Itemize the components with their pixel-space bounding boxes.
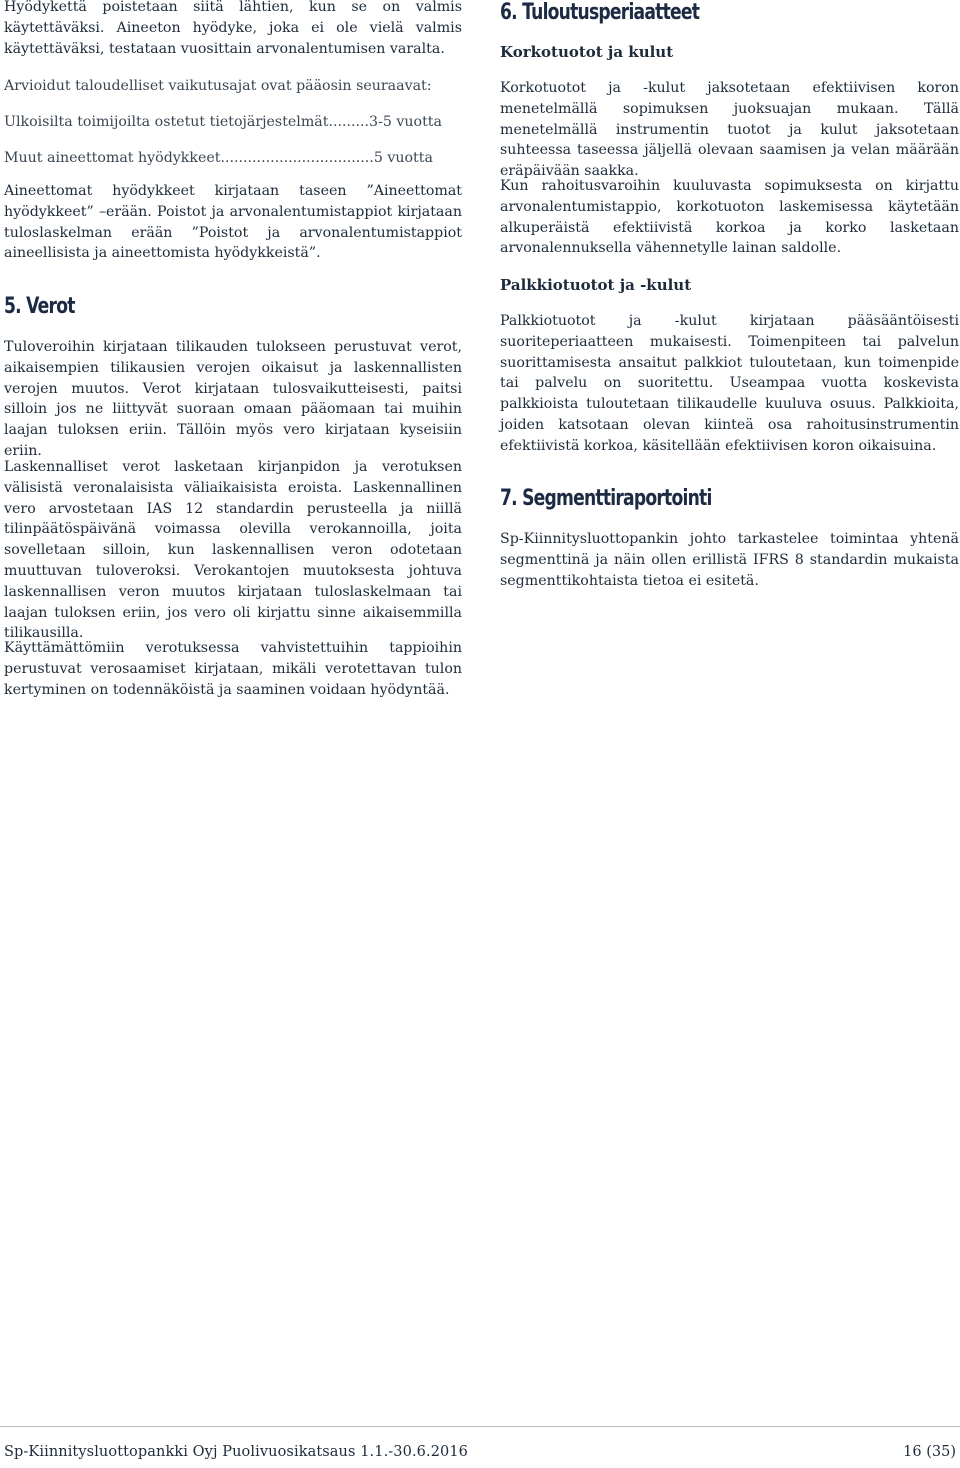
recording-paragraph: Aineettomat hyödykkeet kirjataan taseen ”Aineettomat hyödykkeet” –erään. Poistot ja arvonalentumistappiot kirjataan tuloslaskelman erään ”Poistot ja arvonalentumistappiot aineellisista ja aineettomista hyödykkeistä”. (4, 183, 462, 262)
section-6-heading: 6. Tuloutusperiaatteet (500, 0, 700, 25)
page-number: 16 (35) (903, 1444, 956, 1460)
tax-paragraph-1: Tuloveroihin kirjataan tilikauden tulokseen perustuvat verot, aikaisempien tilikausien verojen oikaisut ja laskennallisten verojen muutos. Verot kirjataan tulosvaikutteisesti, paitsi silloin jos ne liittyvät suoraan omaan pääomaan tai muihin laajan tuloksen eriin. Tällöin myös vero kirjataan kyseisiin eriin. (4, 339, 462, 459)
segment-paragraph: Sp-Kiinnitysluottopankin johto tarkastelee toimintaa yhtenä segmenttinä ja näin ollen erillistä IFRS 8 standardin mukaista segmenttikohtaista tietoa ei esitetä. (500, 531, 959, 589)
section-7-heading: 7. Segmenttiraportointi (500, 486, 712, 511)
footer-divider (0, 1426, 960, 1427)
intro-paragraph: Hyödykettä poistetaan siitä lähtien, kun se on valmis käytettäväksi. Aineeton hyödyke, joka ei ole vielä valmis käytettäväksi, testataan vuosittain arvonalentumisen varalta. (4, 0, 462, 57)
useful-life-item-other: Muut aineettomat hyödykkeet..................................5 vuotta (4, 150, 433, 166)
tax-paragraph-2: Laskennalliset verot lasketaan kirjanpidon ja verotuksen välisistä veronalaisista väliaikaisista eroista. Laskennallinen vero arvostetaan IAS 12 standardin perusteella ja niillä tilinpäätöspäivänä voimassa olevilla verokannoilla, joita sovelletaan silloin, kun laskennallisen veron odotetaan muuttuvan tuloveroksi. Verokantojen muutoksesta johtuva laskennallisen veron muutos kirjataan tuloslaskelmaan tai laajan tuloksen eriin, jos vero oli kirjattu sinne aikaisemmilla tilikausilla. (4, 459, 462, 642)
fees-paragraph: Palkkiotuotot ja -kulut kirjataan pääsääntöisesti suoriteperiaatteen mukaisesti. Toimenpiteen tai palvelun suorittamisesta ansaitut palkkiot tuloutetaan, kun toimenpide tai palvelu on suoritettu. Useampaa vuotta koskevista palkkioista tuloutetaan tilikaudelle kuuluva osuus. Palkkioita, joiden katsotaan olevan kiinteä osa rahoitusinstrumentin efektiivistä korkoa, käsitellään efektiivisen koron oikaisuina. (500, 313, 959, 454)
tax-paragraph-3: Käyttämättömiin verotuksessa vahvistettuihin tappioihin perustuvat verosaamiset kirjataan, mikäli verotettavan tulon kertyminen on todennäköistä ja saaminen voidaan hyödyntää. (4, 640, 462, 698)
interest-subheading: Korkotuotot ja kulut (500, 43, 674, 61)
interest-paragraph-1: Korkotuotot ja -kulut jaksotetaan efektiivisen koron menetelmällä sopimuksen juoksuajan mukaan. Tällä menetelmällä instrumentin tuotot ja kulut jaksotetaan suhteessa taseessa jäljellä olevaan saamisen ja velan määrään eräpäivään saakka. (500, 80, 959, 180)
page-footer (4, 1441, 956, 1463)
interest-paragraph-2: Kun rahoitusvaroihin kuuluvasta sopimuksesta on kirjattu arvonalentumistappio, korkotuoton laskemisessa käytetään alkuperäistä efektiivistä korkoa ja korko lasketaan arvonalennuksella vähennetylle lainan saldolle. (500, 178, 959, 257)
fees-subheading: Palkkiotuotot ja -kulut (500, 276, 692, 294)
useful-life-item-systems: Ulkoisilta toimijoilta ostetut tietojärjestelmät.........3-5 vuotta (4, 114, 442, 130)
estimates-intro: Arvioidut taloudelliset vaikutusajat ovat pääosin seuraavat: (4, 78, 432, 94)
footer-title: Sp-Kiinnitysluottopankki Oyj Puolivuosikatsaus 1.1.-30.6.2016 (4, 1444, 468, 1460)
section-5-heading: 5. Verot (4, 294, 75, 319)
